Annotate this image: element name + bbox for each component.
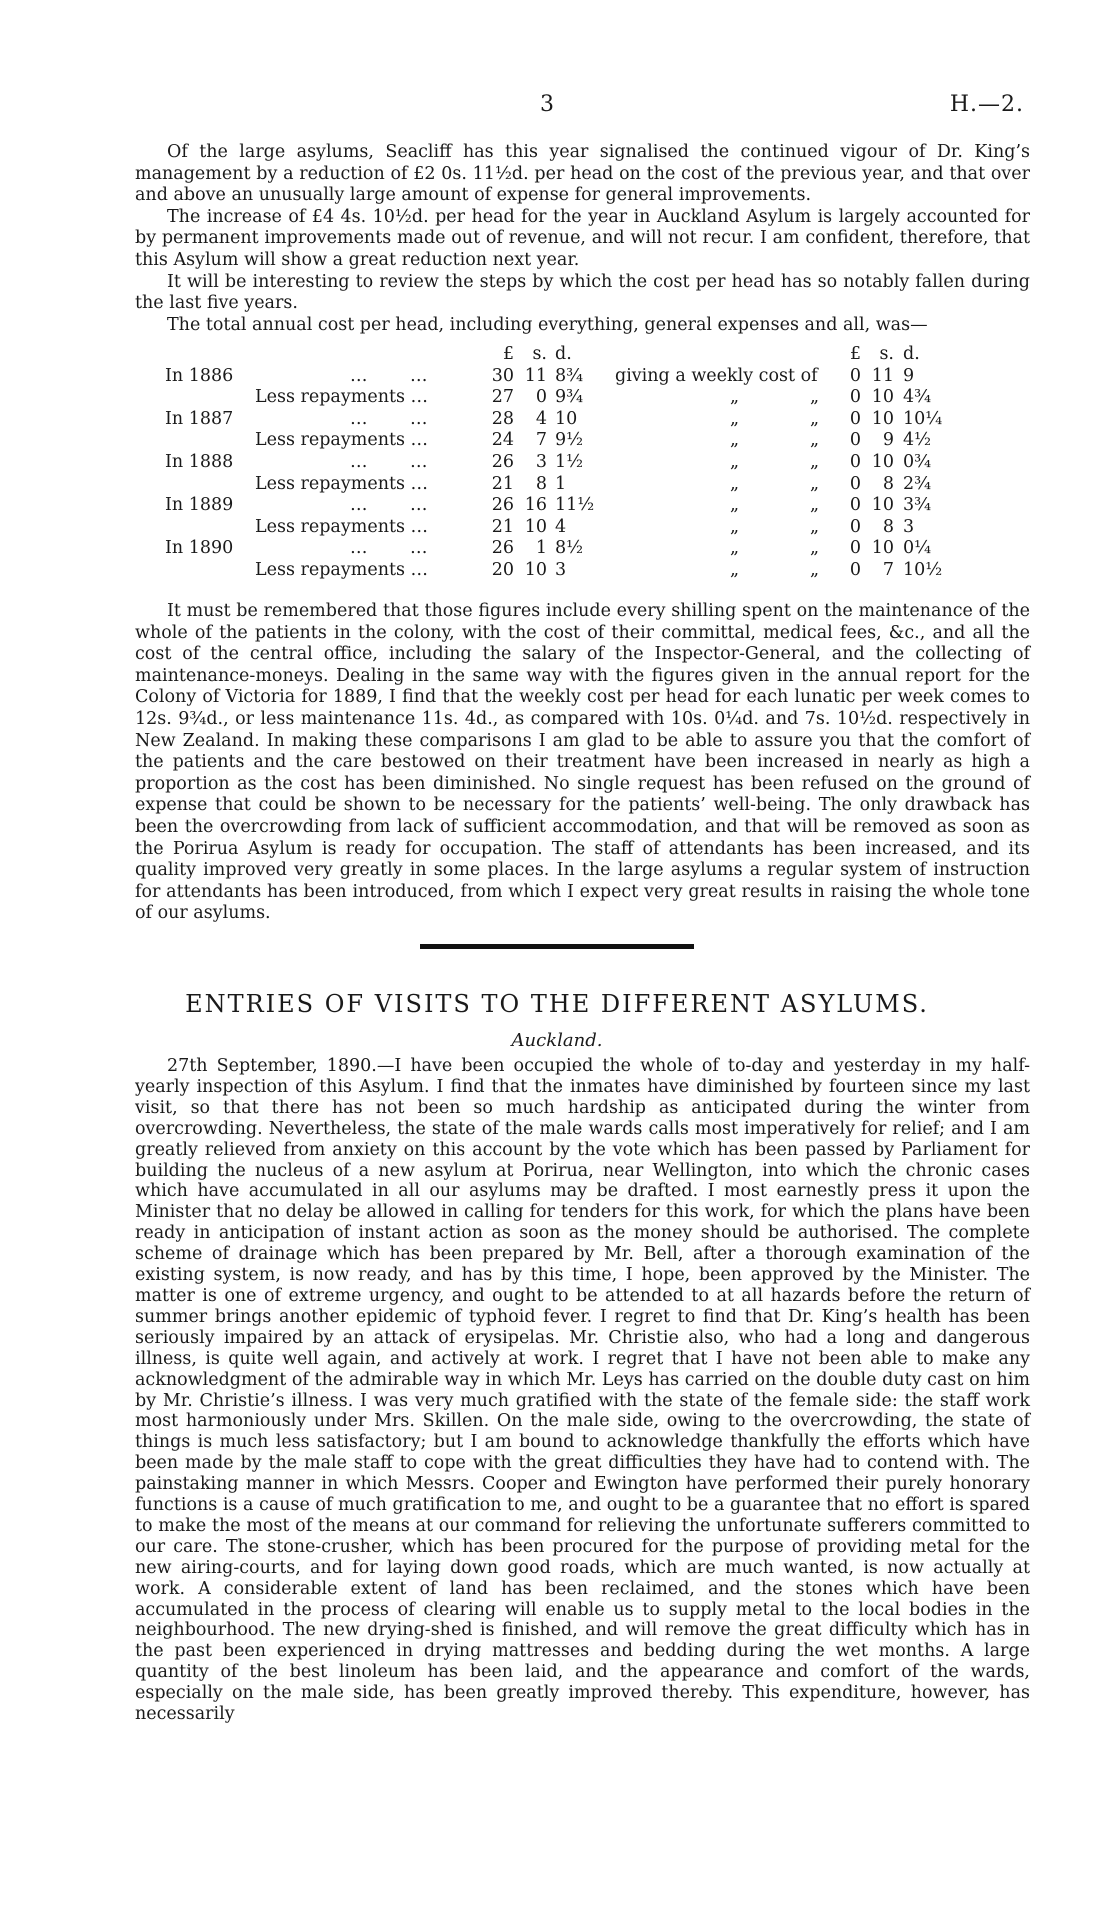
table-row [135, 560, 1030, 582]
paragraph-total-cost: The total annual cost per head, including everything, general expenses and all, was— [167, 314, 928, 335]
annual-pounds: 27 [491, 387, 514, 408]
weekly-shillings: 10 [871, 495, 894, 516]
weekly-shillings: 11 [871, 365, 894, 386]
weekly-pounds: 0 [849, 495, 861, 516]
annual-shillings: 3 [535, 451, 547, 472]
annual-pounds: 26 [491, 538, 514, 559]
annual-pence: 8½ [555, 538, 584, 559]
page-number: 3 [540, 92, 554, 117]
leader-dots: … [350, 495, 368, 516]
weekly-shillings: 9 [882, 430, 894, 451]
weekly-pounds: 0 [849, 451, 861, 472]
section-divider [420, 944, 694, 949]
weekly-pence: 10½ [903, 559, 943, 580]
annual-shillings: 16 [524, 495, 547, 516]
leader-dots: … [410, 451, 428, 472]
annual-shillings: 0 [535, 387, 547, 408]
year-label: In 1886 [165, 365, 234, 386]
weekly-shillings: 7 [882, 559, 894, 580]
weekly-pounds: 0 [849, 430, 861, 451]
less-repayments-label: Less repayments … [255, 559, 429, 580]
paragraph-review: It will be interesting to review the steps by which the cost per head has so notably fallen during the last five years. [135, 271, 1030, 314]
annual-pence: 1 [555, 473, 567, 494]
weekly-pence: 9 [903, 365, 915, 386]
table-row [135, 452, 1030, 474]
annual-shillings: 4 [535, 408, 547, 429]
weekly-pounds: 0 [849, 538, 861, 559]
table-row [135, 495, 1030, 517]
weekly-pence: 3 [903, 516, 915, 537]
page-header [0, 92, 1114, 122]
section-title: ENTRIES OF VISITS TO THE DIFFERENT ASYLUMS. [185, 990, 929, 1018]
table-row [135, 517, 1030, 539]
annual-pounds: 26 [491, 451, 514, 472]
table-units-row [135, 344, 1030, 366]
weekly-pence: 10¼ [903, 408, 943, 429]
ditto-mark: „ [810, 559, 820, 580]
annual-shillings: 11 [524, 365, 547, 386]
year-label: In 1890 [165, 538, 234, 559]
ditto-mark: „ [810, 408, 820, 429]
ditto-mark: „ [730, 451, 740, 472]
paragraph-auckland-increase: The increase of £4 4s. 10½d. per head for the year in Auckland Asylum is largely accounted for by permanent improvements made out of revenue, and will not recur. I am confident, therefore, that this Asylum will show a great reduction next year. [135, 206, 1030, 270]
weekly-pence: 3¾ [903, 495, 932, 516]
annual-pounds: 20 [491, 559, 514, 580]
ditto-mark: „ [730, 495, 740, 516]
table-row [135, 474, 1030, 496]
ditto-mark: „ [810, 538, 820, 559]
annual-shillings: 10 [524, 516, 547, 537]
annual-shillings: 7 [535, 430, 547, 451]
leader-dots: … [350, 365, 368, 386]
annual-pence: 11½ [555, 495, 595, 516]
weekly-pence: 4¾ [903, 387, 932, 408]
ditto-mark: „ [810, 451, 820, 472]
unit-weekly-pounds: £ [849, 344, 861, 364]
leader-dots: … [350, 408, 368, 429]
ditto-mark: „ [730, 538, 740, 559]
weekly-pounds: 0 [849, 387, 861, 408]
unit-pounds: £ [502, 344, 514, 364]
annual-pounds: 28 [491, 408, 514, 429]
entry-paragraph: 27th September, 1890.—I have been occupied the whole of to-day and yesterday in my half-yearly inspection of this Asylum. I find that the inmates have diminished by fourteen since my last visit, so that there has not been so much hardship as anticipated during the winter from overcrowding. Nevertheless, the state of the male wards calls most imperatively for relief; and I am greatly relieved from anxiety on this account by the vote which has been passed by Parliament for building the nucleus of a new asylum at Porirua, near Wellington, into which the chronic cases which have accumulated in all our asylums may be drafted. I most earnestly press it upon the Minister that no delay be allowed in calling for tenders for this work, for which the plans have been ready in anticipation of instant action as soon as the money should be authorised. The complete scheme of drainage which has been prepared by Mr. Bell, after a thorough examination of the existing system, is now ready, and has by this time, I hope, been approved by the Minister. The matter is one of extreme urgency, and ought to be attended to at all hazards before the return of summer brings another epidemic of typhoid fever. I regret to find that Dr. King’s health has been seriously impaired by an attack of erysipelas. Mr. Christie also, who had a long and dangerous illness, is quite well again, and actively at work. I regret that I have not been able to make any acknowledgment of the admirable way in which Mr. Leys has carried on the double duty cast on him by Mr. Christie’s illness. I was very much gratified with the state of the female side: the staff work most harmoniously under Mrs. Skillen. On the male side, owing to the overcrowding, the state of things is much less satisfactory; but I am bound to acknowledge thankfully the efforts which have been made by the male staff to cope with the great difficulties they have had to contend with. The painstaking manner in which Messrs. Cooper and Ewington have performed their purely honorary functions is a cause of much gratification to me, and ought to be a guarantee that no effort is spared to make the most of the means at our command for relieving the unfortunate sufferers committed to our care. The stone-crusher, which has been procured for the purpose of providing metal for the new airing-courts, and for laying down good roads, which are much wanted, is now actually at work. A considerable extent of land has been reclaimed, and the stones which have been accumulated in the process of clearing will enable us to supply metal to the local bodies in the neighbourhood. The new drying-shed is finished, and will remove the great difficulty which has in the past been experienced in drying mattresses and bedding during the wet months. A large quantity of the best linoleum has been laid, and the appearance and comfort of the wards, especially on the male side, has been greatly improved thereby. This expenditure, however, has necessarily [135, 1056, 1030, 1725]
ditto-mark: „ [810, 473, 820, 494]
ditto-mark: „ [810, 430, 820, 451]
explanation-paragraph [135, 601, 1030, 925]
weekly-shillings: 8 [882, 473, 894, 494]
weekly-pounds: 0 [849, 408, 861, 429]
intro-paragraphs [135, 142, 1030, 336]
weekly-shillings: 10 [871, 408, 894, 429]
ditto-mark: „ [730, 473, 740, 494]
less-repayments-label: Less repayments … [255, 473, 429, 494]
weekly-pence: 2¾ [903, 473, 932, 494]
cost-per-head-table [135, 344, 1030, 582]
document-reference: H.—2. [949, 92, 1024, 117]
table-row [135, 538, 1030, 560]
annual-pounds: 24 [491, 430, 514, 451]
weekly-shillings: 10 [871, 451, 894, 472]
weekly-cost-label: giving a weekly cost of [615, 365, 818, 386]
visit-entry [135, 1056, 1030, 1725]
leader-dots: … [350, 538, 368, 559]
annual-pounds: 21 [491, 516, 514, 537]
table-row [135, 387, 1030, 409]
ditto-mark: „ [810, 387, 820, 408]
annual-pence: 9½ [555, 430, 584, 451]
table-row [135, 430, 1030, 452]
annual-pence: 10 [555, 408, 578, 429]
annual-pence: 8¾ [555, 365, 584, 386]
paragraph-seacliff: Of the large asylums, Seacliff has this year signalised the continued vigour of Dr. King’s management by a reduction of £2 0s. 11½d. per head on the cost of the previous year, and that over and above an unusually large amount of expense for general improvements. [135, 142, 1030, 206]
ditto-mark: „ [810, 495, 820, 516]
annual-pence: 1½ [555, 451, 584, 472]
leader-dots: … [410, 365, 428, 386]
ditto-mark: „ [730, 559, 740, 580]
year-label: In 1888 [165, 451, 234, 472]
leader-dots: … [410, 408, 428, 429]
less-repayments-label: Less repayments … [255, 387, 429, 408]
unit-weekly-pence: d. [903, 344, 920, 364]
weekly-pounds: 0 [849, 365, 861, 386]
section-subtitle: Auckland. [511, 1030, 603, 1051]
annual-shillings: 10 [524, 559, 547, 580]
annual-pence: 4 [555, 516, 567, 537]
table-row [135, 366, 1030, 388]
ditto-mark: „ [730, 408, 740, 429]
unit-pence: d. [555, 344, 572, 364]
year-label: In 1887 [165, 408, 234, 429]
annual-shillings: 1 [535, 538, 547, 559]
less-repayments-label: Less repayments … [255, 516, 429, 537]
weekly-shillings: 10 [871, 538, 894, 559]
annual-shillings: 8 [535, 473, 547, 494]
leader-dots: … [410, 495, 428, 516]
weekly-pounds: 0 [849, 516, 861, 537]
ditto-mark: „ [730, 430, 740, 451]
ditto-mark: „ [810, 516, 820, 537]
weekly-pounds: 0 [849, 559, 861, 580]
paragraph-comparison: It must be remembered that those figures include every shilling spent on the maintenance of the whole of the patients in the colony, with the cost of their committal, medical fees, &c., and all the cost of the central office, including the salary of the Inspector-General, and the collecting of maintenance-moneys. Dealing in the same way with the figures given in the annual report for the Colony of Victoria for 1889, I find that the weekly cost per head for each lunatic per week comes to 12s. 9¾d., or less maintenance 11s. 4d., as compared with 10s. 0¼d. and 7s. 10½d. respectively in New Zealand. In making these comparisons I am glad to be able to assure you that the comfort of the patients and the care bestowed on their treatment have been increased in nearly as high a proportion as the cost has been diminished. No single request has been refused on the ground of expense that could be shown to be necessary for the patients’ well-being. The only drawback has been the overcrowding from lack of sufficient accommodation, and that will be removed as soon as the Porirua Asylum is ready for occupation. The staff of attendants has been increased, and its quality improved very greatly in some places. In the large asylums a regular system of instruction for attendants has been introduced, from which I expect very great results in raising the whole tone of our asylums. [135, 601, 1030, 924]
annual-pence: 3 [555, 559, 567, 580]
ditto-mark: „ [730, 387, 740, 408]
annual-pounds: 21 [491, 473, 514, 494]
year-label: In 1889 [165, 495, 234, 516]
unit-weekly-shillings: s. [879, 344, 894, 364]
unit-shillings: s. [532, 344, 547, 364]
weekly-shillings: 8 [882, 516, 894, 537]
weekly-pence: 0¾ [903, 451, 932, 472]
weekly-shillings: 10 [871, 387, 894, 408]
weekly-pence: 0¼ [903, 538, 932, 559]
leader-dots: … [350, 451, 368, 472]
annual-pounds: 30 [491, 365, 514, 386]
less-repayments-label: Less repayments … [255, 430, 429, 451]
weekly-pence: 4½ [903, 430, 932, 451]
table-row [135, 409, 1030, 431]
annual-pence: 9¾ [555, 387, 584, 408]
leader-dots: … [410, 538, 428, 559]
ditto-mark: „ [730, 516, 740, 537]
annual-pounds: 26 [491, 495, 514, 516]
weekly-pounds: 0 [849, 473, 861, 494]
